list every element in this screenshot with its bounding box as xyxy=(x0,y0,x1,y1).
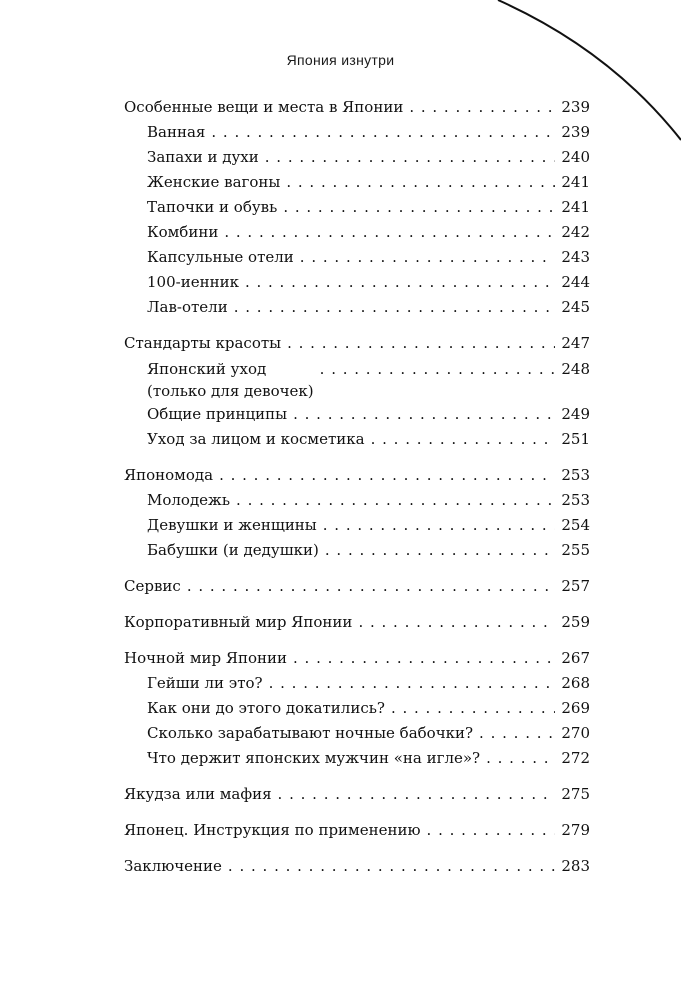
toc-page-number: 275 xyxy=(561,785,590,803)
toc-entry-title: Комбини xyxy=(147,223,219,241)
toc-page-number: 249 xyxy=(561,405,590,423)
dot-leader xyxy=(325,538,555,563)
toc-page-number: 247 xyxy=(561,334,590,352)
toc-entry-title: Запахи и духи xyxy=(147,148,259,166)
toc-section xyxy=(124,782,590,807)
toc-entry-title: Девушки и женщины xyxy=(147,516,317,534)
toc-page-number: 253 xyxy=(561,466,590,484)
dot-leader xyxy=(391,696,555,721)
toc-chapter-entry[interactable] xyxy=(124,818,590,843)
toc-subsection-entry[interactable] xyxy=(124,195,590,220)
toc-subsection-entry[interactable] xyxy=(124,295,590,320)
toc-entry-title: Япономода xyxy=(124,466,214,484)
dot-leader xyxy=(293,402,555,427)
toc-section xyxy=(124,95,590,320)
toc-chapter-entry[interactable] xyxy=(124,331,590,356)
toc-chapter-entry[interactable] xyxy=(124,463,590,488)
toc-page-number: 268 xyxy=(561,674,590,692)
toc-subsection-entry[interactable] xyxy=(124,671,590,696)
toc-entry-title: Уход за лицом и косметика xyxy=(147,430,365,448)
toc-subsection-entry[interactable] xyxy=(124,427,590,452)
dot-leader xyxy=(265,145,556,170)
dot-leader xyxy=(287,331,555,356)
toc-entry-title: Молодежь xyxy=(147,491,231,509)
toc-entry-title: Якудза или мафия xyxy=(124,785,272,803)
toc-section xyxy=(124,854,590,879)
toc-page-number: 241 xyxy=(561,173,590,191)
toc-page-number: 254 xyxy=(561,516,590,534)
toc-subsection-entry[interactable] xyxy=(124,170,590,195)
dot-leader xyxy=(358,610,555,635)
toc-subsection-entry[interactable] xyxy=(124,120,590,145)
toc-page-number: 251 xyxy=(561,430,590,448)
toc-section xyxy=(124,574,590,599)
dot-leader xyxy=(283,195,555,220)
toc-entry-title xyxy=(147,358,314,402)
dot-leader xyxy=(479,721,555,746)
toc-page-number: 259 xyxy=(561,613,590,631)
dot-leader xyxy=(371,427,556,452)
toc-section xyxy=(124,331,590,452)
toc-entry-title: Общие принципы xyxy=(147,405,288,423)
toc-chapter-entry[interactable] xyxy=(124,610,590,635)
table-of-contents xyxy=(124,95,590,890)
toc-subsection-entry[interactable] xyxy=(124,746,590,771)
toc-page-number: 239 xyxy=(561,123,590,141)
toc-section xyxy=(124,646,590,771)
toc-page-number: 272 xyxy=(561,749,590,767)
toc-subsection-entry[interactable] xyxy=(124,402,590,427)
toc-chapter-entry[interactable] xyxy=(124,95,590,120)
toc-entry-title: Гейши ли это? xyxy=(147,674,263,692)
toc-entry-title: Тапочки и обувь xyxy=(147,198,278,216)
toc-page-number: 253 xyxy=(561,491,590,509)
toc-entry-title: Ночной мир Японии xyxy=(124,649,287,667)
toc-section xyxy=(124,463,590,563)
toc-chapter-entry[interactable] xyxy=(124,854,590,879)
toc-section xyxy=(124,610,590,635)
toc-subsection-entry[interactable] xyxy=(124,488,590,513)
toc-page-number: 240 xyxy=(561,148,590,166)
dot-leader xyxy=(278,782,556,807)
dot-leader xyxy=(228,854,555,879)
toc-entry-title: Ванная xyxy=(147,123,206,141)
toc-entry-title: Как они до этого докатились? xyxy=(147,699,385,717)
toc-chapter-entry[interactable] xyxy=(124,782,590,807)
toc-page-number: 269 xyxy=(561,699,590,717)
toc-page-number: 243 xyxy=(561,248,590,266)
dot-leader xyxy=(320,358,556,380)
running-head: Япония изнутри xyxy=(286,52,395,68)
dot-leader xyxy=(486,746,555,771)
toc-subsection-entry[interactable] xyxy=(124,696,590,721)
dot-leader xyxy=(219,463,555,488)
toc-subsection-entry[interactable] xyxy=(124,270,590,295)
toc-entry-title: Корпоративный мир Японии xyxy=(124,613,353,631)
toc-page-number: 241 xyxy=(561,198,590,216)
dot-leader xyxy=(293,646,555,671)
toc-page-number: 242 xyxy=(561,223,590,241)
toc-entry-title: Что держит японских мужчин «на игле»? xyxy=(147,749,481,767)
toc-entry-title: Капсульные отели xyxy=(147,248,294,266)
toc-entry-title: Сколько зарабатывают ночные бабочки? xyxy=(147,724,474,742)
toc-page-number: 257 xyxy=(561,577,590,595)
toc-page-number: 244 xyxy=(561,273,590,291)
toc-entry-title: Женские вагоны xyxy=(147,173,281,191)
toc-entry-title-line2: (только для девочек) xyxy=(147,382,314,400)
toc-page-number: 283 xyxy=(561,857,590,875)
dot-leader xyxy=(234,295,556,320)
toc-entry-title: Заключение xyxy=(124,857,222,875)
toc-page-number: 255 xyxy=(561,541,590,559)
toc-subsection-entry[interactable] xyxy=(124,356,590,402)
toc-page-number: 239 xyxy=(561,98,590,116)
dot-leader xyxy=(269,671,556,696)
dot-leader xyxy=(323,513,556,538)
toc-entry-title: Сервис xyxy=(124,577,181,595)
toc-page-number: 270 xyxy=(561,724,590,742)
dot-leader xyxy=(236,488,555,513)
toc-page-number: 248 xyxy=(561,360,590,378)
toc-entry-title: Японец. Инструкция по применению xyxy=(124,821,421,839)
dot-leader xyxy=(409,95,555,120)
dot-leader xyxy=(224,220,555,245)
toc-subsection-entry[interactable] xyxy=(124,538,590,563)
toc-entry-title: Стандарты красоты xyxy=(124,334,282,352)
dot-leader xyxy=(427,818,556,843)
toc-subsection-entry[interactable] xyxy=(124,220,590,245)
dot-leader xyxy=(211,120,555,145)
dot-leader xyxy=(245,270,555,295)
dot-leader xyxy=(286,170,555,195)
toc-subsection-entry[interactable] xyxy=(124,145,590,170)
toc-entry-title: Бабушки (и дедушки) xyxy=(147,541,319,559)
toc-subsection-entry[interactable] xyxy=(124,721,590,746)
toc-chapter-entry[interactable] xyxy=(124,574,590,599)
toc-entry-title: Лав-отели xyxy=(147,298,228,316)
dot-leader xyxy=(187,574,556,599)
toc-page-number: 245 xyxy=(561,298,590,316)
toc-section xyxy=(124,818,590,843)
toc-subsection-entry[interactable] xyxy=(124,245,590,270)
toc-entry-title-line1: Японский уход xyxy=(147,360,267,378)
toc-subsection-entry[interactable] xyxy=(124,513,590,538)
toc-page-number: 267 xyxy=(561,649,590,667)
toc-entry-title: 100-иенник xyxy=(147,273,239,291)
toc-entry-title: Особенные вещи и места в Японии xyxy=(124,98,404,116)
dot-leader xyxy=(300,245,556,270)
toc-page-number: 279 xyxy=(561,821,590,839)
toc-chapter-entry[interactable] xyxy=(124,646,590,671)
